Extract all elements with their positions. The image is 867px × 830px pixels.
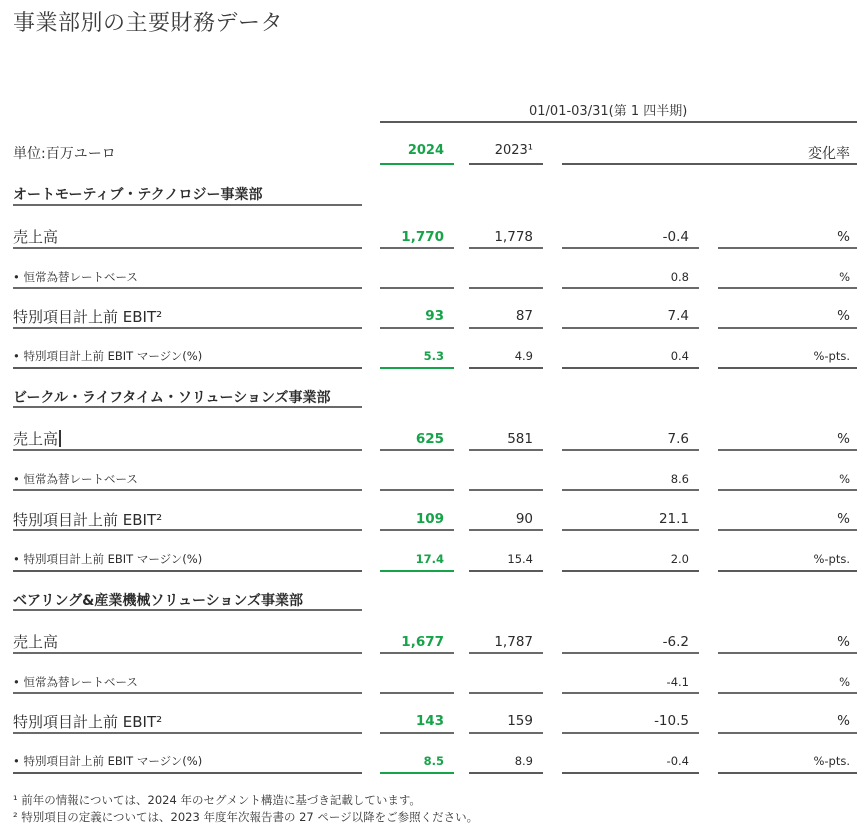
value-2023: 15.4 [507, 552, 533, 566]
row-label: 売上高 [13, 228, 59, 246]
segment-rule [13, 204, 362, 206]
row-rule [718, 652, 857, 654]
row-rule [469, 692, 543, 694]
value-unit: % [837, 431, 850, 447]
row-rule [718, 367, 857, 369]
value-change: 8.6 [670, 472, 689, 486]
row-rule [469, 287, 543, 289]
unit-label: 単位:百万ユーロ [13, 146, 116, 162]
period-header: 01/01-03/31(第 1 四半期) [529, 104, 688, 119]
value-change: -0.4 [662, 229, 689, 245]
row-rule [562, 449, 699, 451]
row-rule [380, 327, 454, 329]
value-2024: 5.3 [423, 349, 444, 363]
value-2023: 581 [507, 431, 533, 447]
row-label: • 特別項目計上前 EBIT マージン(%) [13, 754, 203, 768]
row-rule [380, 287, 454, 289]
row-rule [469, 570, 543, 572]
value-2023: 4.9 [514, 349, 533, 363]
row-rule [562, 692, 699, 694]
row-rule [469, 449, 543, 451]
row-label: 売上高 [13, 633, 59, 651]
value-unit: % [839, 472, 850, 486]
value-2024: 1,677 [401, 634, 444, 650]
row-rule [469, 247, 543, 249]
value-unit: % [837, 308, 850, 324]
value-change: 0.8 [670, 270, 689, 284]
row-rule [380, 692, 454, 694]
value-change: 21.1 [658, 511, 689, 527]
value-2024: 17.4 [415, 552, 444, 566]
column-header-2023: 2023¹ [494, 143, 533, 158]
row-rule [380, 247, 454, 249]
segment-title: ビークル・ライフタイム・ソリューションズ事業部 [13, 390, 331, 406]
row-rule [718, 570, 857, 572]
row-rule [13, 772, 362, 774]
row-rule [562, 327, 699, 329]
value-2023: 8.9 [514, 754, 533, 768]
page-title: 事業部別の主要財務データ [13, 11, 284, 36]
row-rule [718, 529, 857, 531]
value-2024: 109 [415, 511, 444, 527]
row-rule [562, 489, 699, 491]
value-2023: 1,787 [494, 634, 533, 650]
row-rule [562, 247, 699, 249]
value-unit: % [837, 511, 850, 527]
row-rule [469, 327, 543, 329]
value-change: -0.4 [666, 754, 689, 768]
value-unit: % [839, 675, 850, 689]
row-label: • 恒常為替レートベース [13, 675, 138, 689]
value-2024: 143 [415, 713, 444, 729]
value-2024: 8.5 [423, 754, 444, 768]
row-rule [469, 652, 543, 654]
row-rule [13, 652, 362, 654]
value-change: 0.4 [670, 349, 689, 363]
value-change: 7.4 [667, 308, 689, 324]
row-rule [380, 772, 454, 774]
row-rule [718, 772, 857, 774]
row-rule [718, 692, 857, 694]
value-unit: % [839, 270, 850, 284]
row-rule [380, 652, 454, 654]
row-rule [380, 449, 454, 451]
value-2023: 87 [515, 308, 533, 324]
value-2023: 90 [515, 511, 533, 527]
value-change: 7.6 [667, 431, 689, 447]
row-rule [380, 529, 454, 531]
value-change: -10.5 [654, 713, 689, 729]
row-label: 特別項目計上前 EBIT² [13, 308, 163, 326]
row-rule [718, 287, 857, 289]
row-rule [13, 489, 362, 491]
row-rule [469, 772, 543, 774]
row-rule [562, 570, 699, 572]
value-unit: % [837, 634, 850, 650]
value-unit: % [837, 713, 850, 729]
value-2023: 159 [507, 713, 533, 729]
row-rule [469, 732, 543, 734]
row-label: 特別項目計上前 EBIT² [13, 511, 163, 529]
segment-title: オートモーティブ・テクノロジー事業部 [13, 187, 263, 203]
row-rule [562, 287, 699, 289]
row-rule [469, 489, 543, 491]
value-2024: 1,770 [401, 229, 444, 245]
period-rule [380, 121, 857, 123]
value-change: 2.0 [670, 552, 689, 566]
row-rule [380, 489, 454, 491]
row-rule [13, 367, 362, 369]
footnote: ² 特別項目の定義については、2023 年度年次報告書の 27 ページ以降をご参照ください。 [13, 810, 479, 824]
row-rule [562, 732, 699, 734]
row-label: • 恒常為替レートベース [13, 270, 138, 284]
column-header-change: 変化率 [808, 146, 850, 162]
row-label: • 特別項目計上前 EBIT マージン(%) [13, 552, 203, 566]
row-rule [718, 449, 857, 451]
row-rule [562, 367, 699, 369]
row-rule [13, 449, 362, 451]
row-rule [13, 570, 362, 572]
row-label: • 特別項目計上前 EBIT マージン(%) [13, 349, 203, 363]
row-rule [718, 327, 857, 329]
row-rule [718, 732, 857, 734]
row-rule [13, 247, 362, 249]
value-2024: 93 [425, 308, 444, 324]
header-rule-change [562, 163, 857, 165]
row-rule [380, 570, 454, 572]
row-rule [469, 367, 543, 369]
value-2024: 625 [415, 431, 444, 447]
row-rule [380, 732, 454, 734]
value-unit: %-pts. [813, 754, 850, 768]
segment-rule [13, 609, 362, 611]
row-label: • 恒常為替レートベース [13, 472, 138, 486]
row-rule [13, 529, 362, 531]
row-rule [562, 529, 699, 531]
header-rule-2023 [469, 163, 543, 165]
footnote: ¹ 前年の情報については、2024 年のセグメント構造に基づき記載しています。 [13, 793, 421, 807]
segment-title: ベアリング&産業機械ソリューションズ事業部 [13, 593, 303, 609]
value-unit: % [837, 229, 850, 245]
row-rule [562, 652, 699, 654]
row-rule [718, 247, 857, 249]
text-cursor [59, 430, 61, 447]
row-rule [562, 772, 699, 774]
row-label: 特別項目計上前 EBIT² [13, 713, 163, 731]
value-unit: %-pts. [813, 552, 850, 566]
row-rule [13, 692, 362, 694]
header-rule-2024 [380, 163, 454, 165]
row-rule [13, 732, 362, 734]
value-change: -4.1 [666, 675, 689, 689]
segment-rule [13, 406, 362, 408]
row-rule [718, 489, 857, 491]
row-rule [380, 367, 454, 369]
column-header-2024: 2024 [407, 143, 444, 158]
row-rule [13, 327, 362, 329]
row-label: 売上高 [13, 428, 61, 449]
value-2023: 1,778 [494, 229, 533, 245]
row-rule [469, 529, 543, 531]
value-unit: %-pts. [813, 349, 850, 363]
row-rule [13, 287, 362, 289]
value-change: -6.2 [662, 634, 689, 650]
